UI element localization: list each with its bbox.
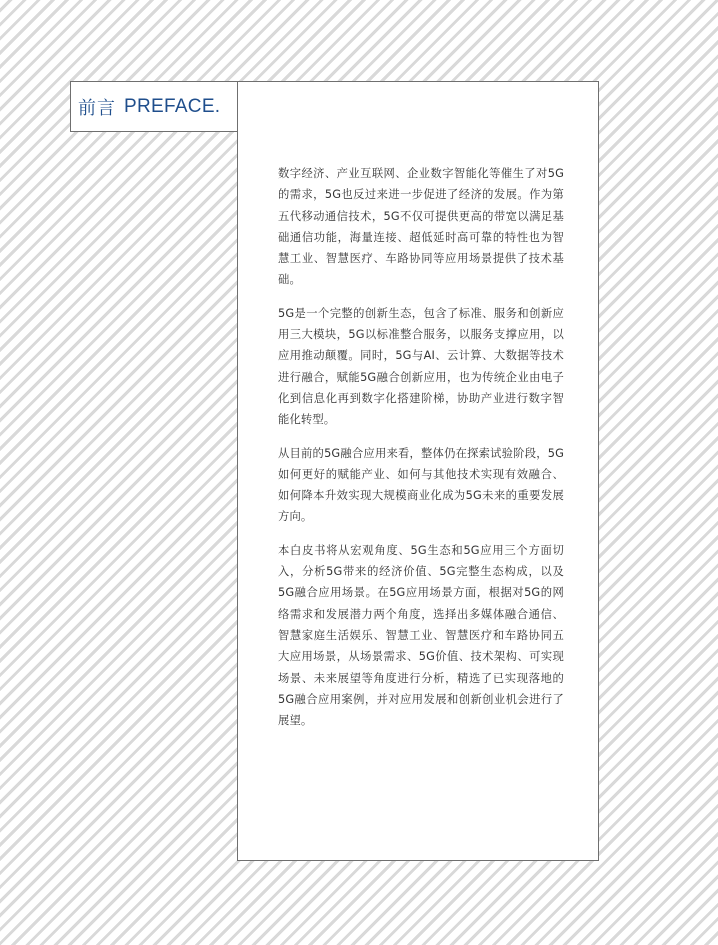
title-chinese: 前言 <box>78 97 116 119</box>
preface-body <box>278 163 564 743</box>
title-box <box>70 81 238 132</box>
paragraph-4: 本白皮书将从宏观角度、5G生态和5G应用三个方面切入，分析5G带来的经济价值、5G完整生态构成，以及5G融合应用场景。在5G应用场景方面，根据对5G的网络需求和发展潜力两个角度，选择出多媒体融合通信、智慧家庭生活娱乐、智慧工业、智慧医疗和车路协同五大应用场景，从场景需求、5G价值、技术架构、可实现场景、未来展望等角度进行分析，精选了已实现落地的5G融合应用案例，并对应用发展和创新创业机会进行了展望。 <box>278 543 564 728</box>
paragraph-2: 5G是一个完整的创新生态，包含了标准、服务和创新应用三大模块，5G以标准整合服务，以服务支撑应用，以应用推动颠覆。同时，5G与AI、云计算、大数据等技术进行融合，赋能5G融合创新应用，也为传统企业由电子化到信息化再到数字化搭建阶梯，协助产业进行数字智能化转型。 <box>278 306 564 427</box>
title-english: PREFACE. <box>124 95 221 117</box>
paragraph-1: 数字经济、产业互联网、企业数字智能化等催生了对5G的需求，5G也反过来进一步促进了经济的发展。作为第五代移动通信技术，5G不仅可提供更高的带宽以满足基础通信功能，海量连接、超低延时高可靠的特性也为智慧工业、智慧医疗、车路协同等应用场景提供了技术基础。 <box>278 167 564 287</box>
paragraph-3: 从目前的5G融合应用来看，整体仍在探索试验阶段，5G如何更好的赋能产业、如何与其他技术实现有效融合、如何降本升效实现大规模商业化成为5G未来的重要发展方向。 <box>278 446 564 524</box>
